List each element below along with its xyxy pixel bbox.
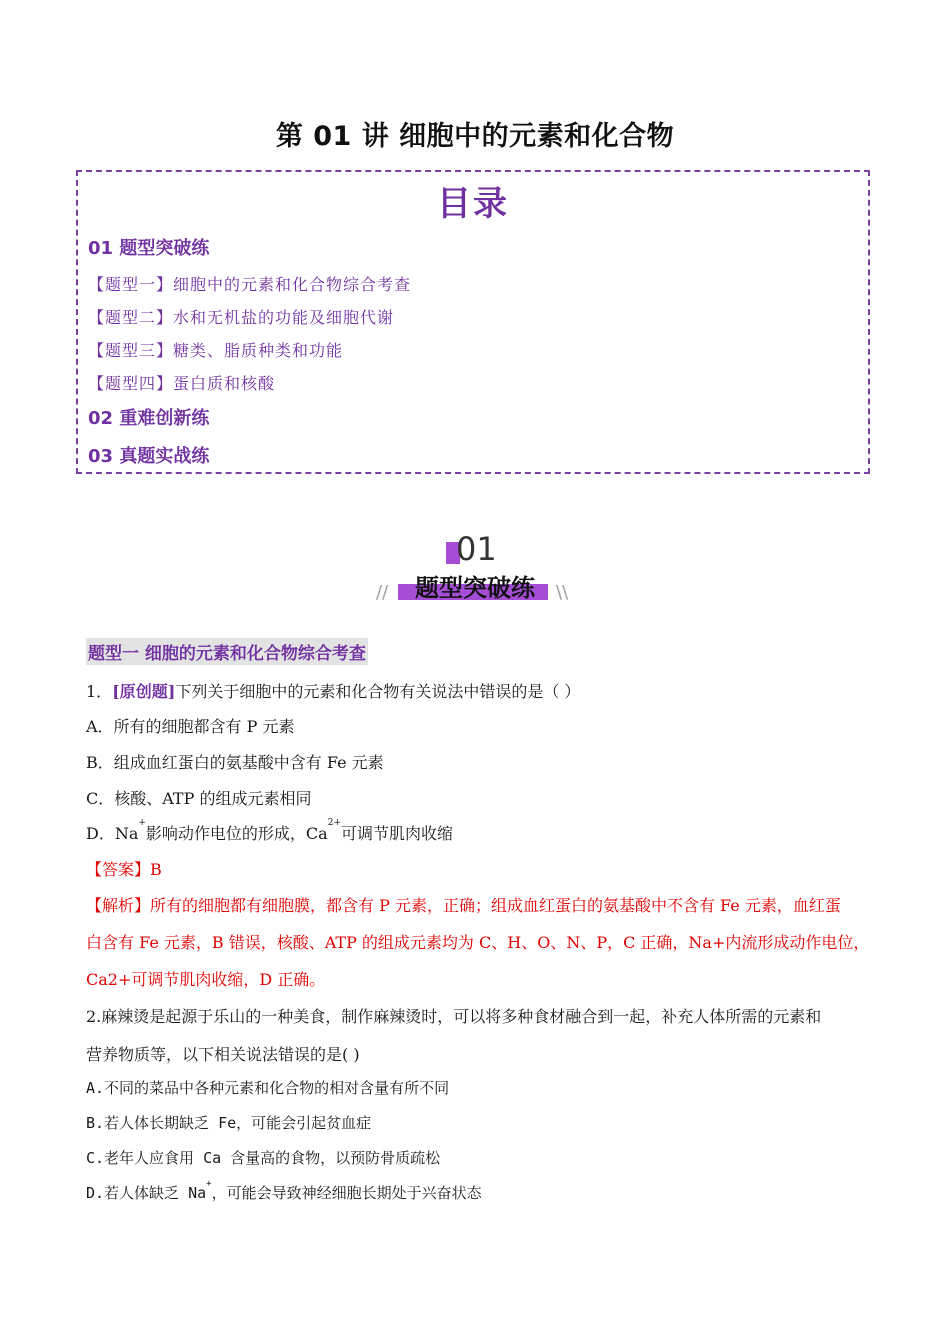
toc-section-2[interactable]: 02 重难创新练 — [88, 408, 210, 429]
q2-stem-line2: 营养物质等，以下相关说法错误的是( ) — [86, 1045, 360, 1064]
q1-option-c: C．核酸、ATP 的组成元素相同 — [86, 789, 312, 808]
q1-option-d-suffix: 可调节肌肉收缩 — [341, 824, 454, 843]
q2-option-a: A.不同的菜品中各种元素和化合物的相对含量有所不同 — [86, 1079, 450, 1097]
q1-option-d-mid: 影响动作电位的形成，Ca — [145, 824, 328, 843]
q1-option-a: A．所有的细胞都含有 P 元素 — [86, 717, 295, 736]
q2-option-d-sup: + — [206, 1179, 212, 1189]
type1-heading: 题型一 细胞的元素和化合物综合考查 — [86, 638, 368, 665]
q1-stem — [86, 679, 580, 702]
q2-option-d-suffix: ，可能会导致神经细胞长期处于兴奋状态 — [211, 1184, 482, 1202]
q1-source: [原创题] — [112, 682, 176, 701]
q1-answer — [86, 857, 162, 880]
q1-stem-text: 下列关于细胞中的元素和化合物有关说法中错误的是（ ） — [175, 682, 581, 701]
section-banner — [370, 528, 580, 610]
banner-right-slash: \\ — [556, 582, 569, 603]
q1-option-d — [86, 818, 454, 844]
table-of-contents — [76, 170, 870, 474]
banner-number: 01 — [456, 530, 497, 568]
q1-number: 1． — [86, 682, 113, 701]
toc-item-type1[interactable]: 【题型一】细胞中的元素和化合物综合考查 — [88, 275, 412, 294]
q1-option-b: B．组成血红蛋白的氨基酸中含有 Fe 元素 — [86, 753, 384, 772]
toc-heading: 目录 — [437, 184, 509, 224]
banner-left-slash: // — [376, 582, 389, 603]
toc-item-type4[interactable]: 【题型四】蛋白质和核酸 — [88, 374, 276, 393]
toc-section-1[interactable]: 01 题型突破练 — [88, 238, 210, 259]
q2-option-d — [86, 1179, 482, 1203]
q1-analysis-line2: 白含有 Fe 元素，B 错误，核酸、ATP 的组成元素均为 C、H、O、N、P，C 正确，Na+内流形成动作电位， — [86, 933, 870, 952]
q1-option-d-sup1: + — [138, 818, 146, 828]
q1-option-d-sup2: 2+ — [327, 818, 341, 828]
analysis-tag: 【解析】 — [86, 896, 151, 915]
toc-item-type3[interactable]: 【题型三】糖类、脂质种类和功能 — [88, 341, 344, 360]
banner-label: 题型突破练 — [415, 574, 535, 602]
q2-stem-line1: 2.麻辣烫是起源于乐山的一种美食，制作麻辣烫时，可以将多种食材融合到一起，补充人体所需的元素和 — [86, 1007, 822, 1026]
toc-section-3[interactable]: 03 真题实战练 — [88, 446, 210, 467]
toc-item-type2[interactable]: 【题型二】水和无机盐的功能及细胞代谢 — [88, 308, 395, 327]
q2-option-b: B.若人体长期缺乏 Fe，可能会引起贫血症 — [86, 1114, 372, 1132]
q2-option-d-prefix: D.若人体缺乏 Na — [86, 1184, 207, 1202]
answer-value: B — [150, 860, 162, 879]
q2-option-c: C.老年人应食用 Ca 含量高的食物，以预防骨质疏松 — [86, 1149, 441, 1167]
q1-analysis-line1 — [86, 893, 841, 916]
page-title: 第 01 讲 细胞中的元素和化合物 — [275, 121, 675, 152]
q1-analysis-line3: Ca2+可调节肌肉收缩，D 正确。 — [86, 970, 326, 989]
q1-option-d-prefix: D．Na — [86, 824, 139, 843]
analysis-text-1: 所有的细胞都有细胞膜，都含有 P 元素，正确；组成血红蛋白的氨基酸中不含有 Fe 元素，血红蛋 — [150, 896, 841, 915]
answer-tag: 【答案】 — [86, 860, 151, 879]
